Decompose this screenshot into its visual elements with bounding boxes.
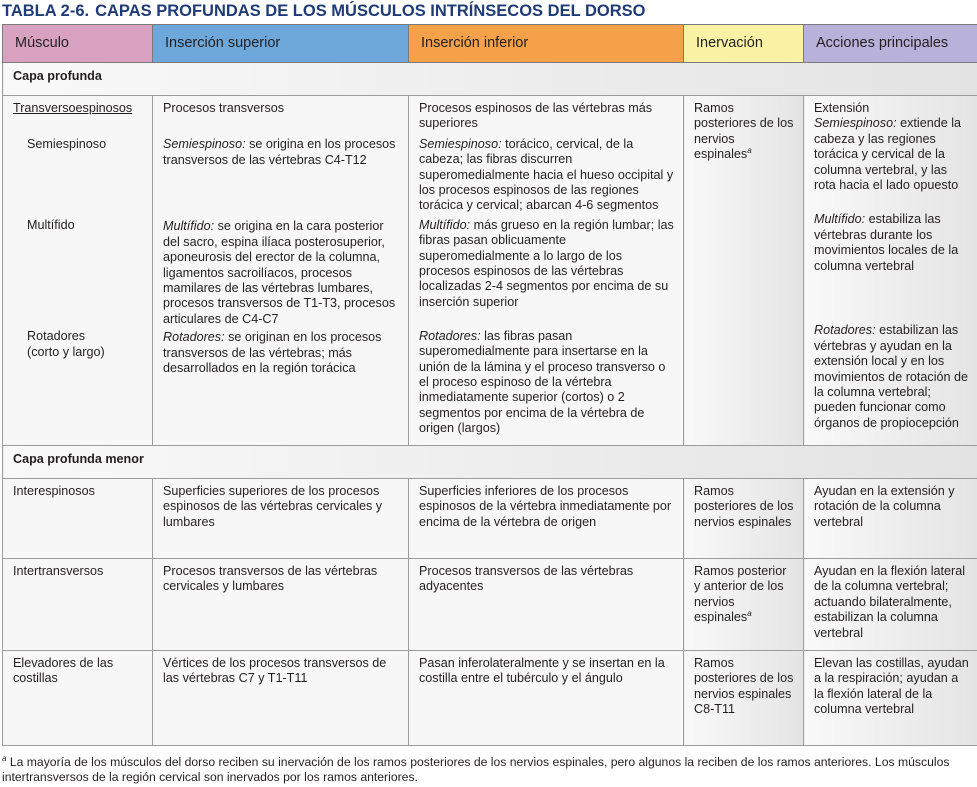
cell-insercion-inferior: Procesos transversos de las vértebras adyacentes bbox=[409, 559, 684, 651]
table-title bbox=[2, 0, 645, 23]
table-row bbox=[3, 479, 977, 559]
footnote-mark: a bbox=[747, 609, 752, 619]
section-row-capa-profunda bbox=[3, 63, 977, 96]
sup-rot-label: Rotadores: bbox=[163, 330, 225, 345]
cell-acciones: Elevan las costillas, ayudan a la respiración; ayudan a la flexión lateral de la columna vertebral bbox=[804, 651, 977, 746]
header-insercion-superior: Inserción superior bbox=[153, 25, 409, 63]
inf-multi-label: Multífido: bbox=[419, 217, 471, 232]
cell-inervacion bbox=[684, 651, 804, 746]
header-musculo: Músculo bbox=[3, 25, 153, 63]
table-number: TABLA 2-6. bbox=[2, 2, 90, 20]
acc-multi-text: estabiliza las vértebras durante los movimientos locales de la columna vertebral bbox=[814, 212, 959, 273]
inerv-text: Ramos posterior y anterior de los nervios espinales bbox=[694, 564, 787, 625]
cell-insercion-superior: Superficies superiores de los procesos espinosos de las vértebras cervicales y lumbares bbox=[153, 479, 409, 559]
inf-group-text: Procesos espinosos de las vértebras más superiores bbox=[419, 101, 653, 131]
footnote-text: La mayoría de los músculos del dorso reciben su inervación de los ramos posteriores de los nervios espinales, pero algunos la reciben de los ramos anteriores. Los músculos intertransversos de la región cervical son inervados por los ramos anteriores. bbox=[2, 755, 950, 784]
cell-musculo: Interespinosos bbox=[3, 479, 153, 559]
inf-rotadores bbox=[419, 329, 675, 437]
table-row bbox=[3, 651, 977, 746]
section-label: Capa profunda menor bbox=[3, 446, 977, 479]
inf-semi-label: Semiespinoso: bbox=[419, 136, 502, 151]
header-row bbox=[3, 25, 977, 63]
cell-acciones: Ayudan en la extensión y rotación de la columna vertebral bbox=[804, 479, 977, 559]
header-inervacion: Inervación bbox=[684, 25, 804, 63]
inf-multifido bbox=[419, 218, 675, 329]
table-heading: CAPAS PROFUNDAS DE LOS MÚSCULOS INTRÍNSECOS DEL DORSO bbox=[95, 2, 646, 20]
inf-semiespinoso bbox=[419, 137, 675, 218]
sup-semi-text: se origina en los procesos transversos de las vértebras C4-T12 bbox=[163, 137, 396, 167]
cell-musculo bbox=[3, 96, 153, 446]
acc-multifido bbox=[814, 212, 969, 323]
header-insercion-inferior: Inserción inferior bbox=[409, 25, 684, 63]
muscle-semiespinoso: Semiespinoso bbox=[27, 137, 107, 152]
acc-rotadores bbox=[814, 323, 969, 431]
sup-multifido bbox=[163, 219, 400, 330]
muscle-group-name: Transversoespinosos bbox=[13, 101, 133, 115]
cell-insercion-inferior: Superficies inferiores de los procesos espinosos de la vértebra inmediatamente por encima de la vértebra de origen bbox=[409, 479, 684, 559]
acc-multi-label: Multífido: bbox=[814, 212, 866, 227]
sup-multi-text: se origina en la cara posterior del sacro, espina ilíaca posterosuperior, aponeurosis del erector de la columna, ligamentos sacroilíacos, procesos mamilares de las vértebras lumbares, procesos transversos de T1-T3, procesos articulares de C4-C7 bbox=[163, 219, 396, 326]
inf-multi-text: más grueso en la región lumbar; las fibras pasan oblicuamente superomedialmente a lo largo de los procesos espinosos de las vértebras localizadas 2-4 segmentos por encima de su inserción superior bbox=[419, 217, 674, 309]
cell-insercion-inferior bbox=[409, 96, 684, 446]
section-label: Capa profunda bbox=[3, 63, 977, 96]
cell-insercion-superior: Vértices de los procesos transversos de las vértebras C7 y T1-T11 bbox=[153, 651, 409, 746]
acc-semi-label: Semiespinoso: bbox=[814, 116, 897, 131]
inerv-text: Ramos posteriores de los nervios espinales C8-T11 bbox=[694, 656, 794, 717]
sup-rotadores bbox=[163, 330, 400, 376]
inf-rot-label: Rotadores: bbox=[419, 328, 481, 343]
cell-acciones: Ayudan en la flexión lateral de la columna vertebral; actuando bilateralmente, estabilizan la columna vertebral bbox=[804, 559, 977, 651]
footnote bbox=[2, 755, 977, 785]
cell-inervacion bbox=[684, 559, 804, 651]
table-row-transversoespinosos bbox=[3, 96, 977, 446]
sup-group-text: Procesos transversos bbox=[163, 101, 285, 115]
cell-musculo: Elevadores de las costillas bbox=[3, 651, 153, 746]
acc-rot-label: Rotadores: bbox=[814, 323, 876, 338]
footnote-mark: a bbox=[747, 146, 752, 156]
inf-semi-text: torácico, cervical, de la cabeza; las fibras discurren superomedialmente hacia el hueso occipital y los procesos espinosos de las regiones torácica y cervical; abarcan 4-6 segmentos bbox=[419, 136, 674, 213]
footnote-mark: a bbox=[2, 753, 7, 763]
acc-semi-text: extiende la cabeza y las regiones torácica y cervical de la columna vertebral, y las rota hacia el lado opuesto bbox=[814, 116, 962, 193]
section-row-capa-profunda-menor bbox=[3, 446, 977, 479]
sup-rot-text: se originan en los procesos transversos de las vértebras; más desarrollados en la región torácica bbox=[163, 330, 382, 376]
acc-semiespinoso bbox=[814, 116, 969, 212]
cell-insercion-inferior: Pasan inferolateralmente y se insertan en la costilla entre el tubérculo y el ángulo bbox=[409, 651, 684, 746]
sup-semi-label: Semiespinoso: bbox=[163, 137, 246, 152]
table-row bbox=[3, 559, 977, 651]
acc-rot-text: estabilizan las vértebras y ayudan en la extensión local y en los movimientos de rotación de la columna vertebral; pueden funcionar como órganos de propiocepción bbox=[814, 323, 969, 430]
cell-acciones bbox=[804, 96, 977, 446]
sup-multi-label: Multífido: bbox=[163, 219, 215, 234]
cell-insercion-superior: Procesos transversos de las vértebras cervicales y lumbares bbox=[153, 559, 409, 651]
acc-group-text: Extensión bbox=[814, 101, 870, 115]
header-acciones: Acciones principales bbox=[804, 25, 977, 63]
inerv-text: Ramos posteriores de los nervios espinales bbox=[694, 484, 794, 529]
muscle-multifido: Multífido bbox=[27, 217, 75, 232]
cell-inervacion bbox=[684, 479, 804, 559]
inerv-text: Ramos posteriores de los nervios espinales bbox=[694, 101, 794, 162]
sup-semiespinoso bbox=[163, 137, 400, 219]
muscle-rotadores: Rotadores bbox=[27, 329, 86, 344]
muscle-table bbox=[2, 24, 977, 746]
cell-musculo: Intertransversos bbox=[3, 559, 153, 651]
cell-inervacion bbox=[684, 96, 804, 446]
cell-insercion-superior bbox=[153, 96, 409, 446]
muscle-rotadores-sub: (corto y largo) bbox=[27, 344, 105, 359]
inf-rot-text: las fibras pasan superomedialmente para insertarse en la unión de la lámina y el proceso transverso o el proceso espinoso de la vértebra inmediatamente superior (cortos) o 2 segmentos por encima de la vértebra de origen (largos) bbox=[419, 328, 666, 436]
